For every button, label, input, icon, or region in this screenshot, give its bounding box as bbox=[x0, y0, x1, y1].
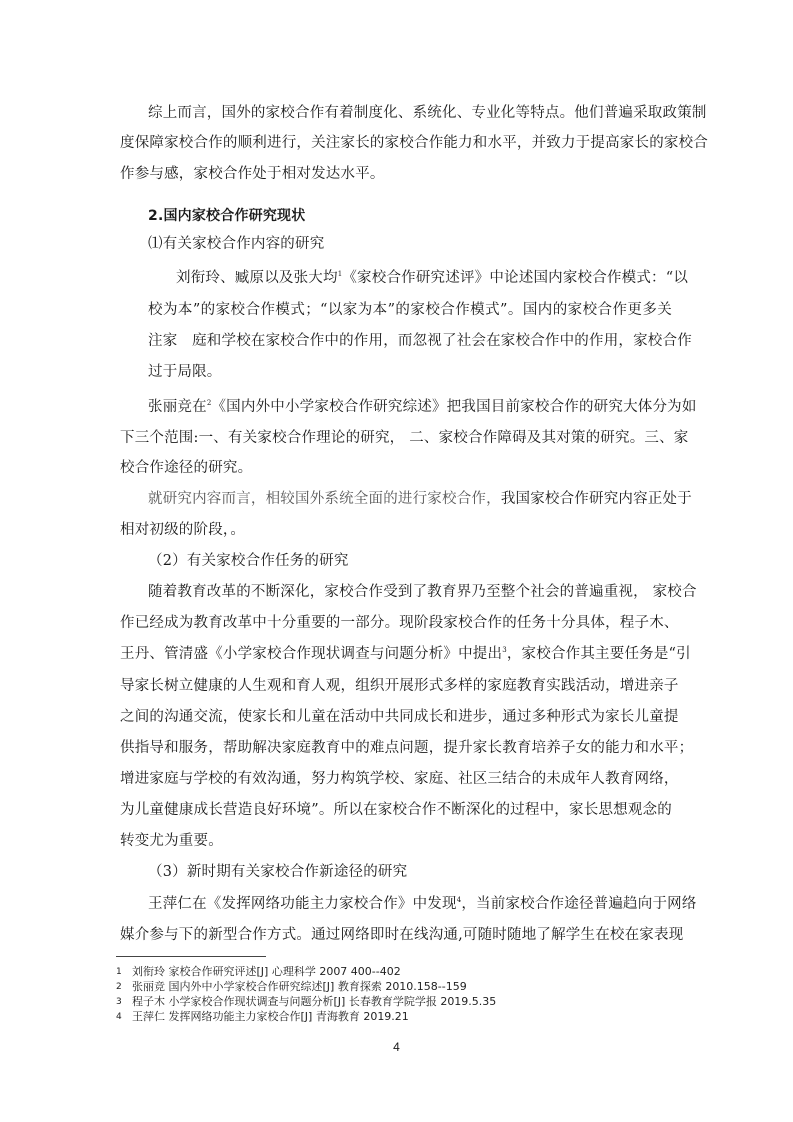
text-span: 王丹、管清盛《小学家校合作现状调查与问题分析》中提出 bbox=[120, 646, 503, 662]
paragraph-line: 随着教育改革的不断深化，家校合作受到了教育界乃至整个社会的普遍重视， 家校合 bbox=[148, 584, 697, 600]
paragraph-line: 过于局限。 bbox=[148, 364, 222, 380]
footnote-number: 2 bbox=[116, 982, 122, 992]
paragraph-line bbox=[148, 489, 692, 509]
footnote-ref: 1 bbox=[337, 270, 343, 279]
paragraph-line: 之间的沟通交流，使家长和儿童在活动中共同成长和进步，通过多种形式为家长儿童提 bbox=[120, 709, 679, 725]
footnote-number: 3 bbox=[116, 997, 122, 1007]
footnote-text: 张丽竞 国内外中小学家校合作研究综述[J] 教育探索 2010.158--159 bbox=[132, 980, 467, 993]
paragraph-line: 校为本”的家校合作模式；“以家为本”的家校合作模式”。国内的家校合作更多关 bbox=[148, 302, 672, 318]
paragraph-line: 转变尤为重要。 bbox=[120, 833, 223, 849]
paragraph-line: 媒介参与下的新型合作方式。通过网络即时在线沟通,可随时随地了解学生在校在家表现 bbox=[120, 927, 684, 943]
text-span: ，家校合作其主要任务是“引 bbox=[506, 646, 691, 662]
paragraph-line bbox=[120, 644, 691, 664]
text-span: 就研究内容而言，相较国外系统全面的进行家校合作， bbox=[148, 491, 501, 507]
footnote-number: 1 bbox=[116, 967, 122, 977]
footnote-text: 王萍仁 发挥网络功能主力家校合作[J] 青海教育 2019.21 bbox=[132, 1010, 409, 1023]
text-span: ，当前家校合作途径普遍趋向于网络 bbox=[461, 896, 697, 912]
paragraph-line: 导家长树立健康的人生观和育人观，组织开展形式多样的家庭教育实践活动，增进亲子 bbox=[120, 678, 679, 694]
paragraph-line: 注家 庭和学校在家校合作中的作用，而忽视了社会在家校合作中的作用，家校合作 bbox=[148, 333, 692, 349]
text-span: 《国内外中小学家校合作研究综述》把我国目前家校合作的研究大体分为如 bbox=[211, 399, 697, 415]
footnote-text: 刘衔玲 家校合作研究评述[J] 心理科学 2007 400--402 bbox=[132, 965, 401, 978]
paragraph-line: 综上而言，国外的家校合作有着制度化、系统化、专业化等特点。他们普遍采取政策制 bbox=[148, 105, 707, 121]
text-span: 我国家校合作研究内容正处于 bbox=[500, 491, 692, 507]
paragraph-line: 增进家庭与学校的有效沟通，努力构筑学校、家庭、社区三结合的未成年人教育网络， bbox=[120, 771, 679, 787]
section-heading: 2.国内家校合作研究现状 bbox=[148, 208, 306, 224]
footnote-ref: 4 bbox=[456, 896, 462, 905]
text-span: 《家校合作研究述评》中论述国内家校合作模式：“以 bbox=[342, 270, 689, 286]
paragraph-line: 度保障家校合作的顺利进行，关注家长的家校合作能力和水平，并致力于提高家长的家校合 bbox=[120, 135, 708, 151]
paragraph-line bbox=[148, 397, 697, 417]
paragraph-line: 下三个范围:一、有关家校合作理论的研究， 二、家校合作障碍及其对策的研究。三、家 bbox=[120, 430, 689, 446]
paragraph-line: 校合作途径的研究。 bbox=[120, 460, 253, 476]
paragraph-line: 相对初级的阶段，。 bbox=[120, 522, 246, 538]
paragraph-line bbox=[148, 894, 697, 914]
footnote-separator bbox=[116, 956, 266, 957]
footnote-text: 程子木 小学家校合作现状调查与问题分析[J] 长春教育学院学报 2019.5.35 bbox=[132, 995, 497, 1008]
footnote-ref: 2 bbox=[206, 399, 212, 408]
footnote bbox=[116, 965, 401, 979]
subsection-heading: （3）新时期有关家校合作新途径的研究 bbox=[148, 864, 408, 880]
paragraph-line: 作已经成为教育改革中十分重要的一部分。现阶段家校合作的任务十分具体，程子木、 bbox=[120, 615, 679, 631]
page-number: 4 bbox=[393, 1040, 400, 1054]
paragraph-line bbox=[176, 268, 688, 288]
paragraph-line: 为儿童健康成长营造良好环境”。所以在家校合作不断深化的过程中，家长思想观念的 bbox=[120, 802, 672, 818]
subsection-heading: ⑴有关家校合作内容的研究 bbox=[148, 236, 325, 252]
text-span: 王萍仁在《发挥网络功能主力家校合作》中发现 bbox=[148, 896, 457, 912]
footnote-number: 4 bbox=[116, 1012, 122, 1022]
text-span: 刘衔玲、臧原以及张大均 bbox=[176, 270, 338, 286]
footnote bbox=[116, 1010, 409, 1024]
subsection-heading: （2）有关家校合作任务的研究 bbox=[148, 553, 349, 569]
footnote-ref: 3 bbox=[502, 646, 507, 655]
footnote bbox=[116, 995, 496, 1009]
text-span: 张丽竞在 bbox=[148, 399, 207, 415]
paragraph-line: 作参与感，家校合作处于相对发达水平。 bbox=[120, 166, 385, 182]
footnote bbox=[116, 980, 467, 994]
paragraph-line: 供指导和服务，帮助解决家庭教育中的难点问题，提升家长教育培养子女的能力和水平； bbox=[120, 740, 694, 756]
